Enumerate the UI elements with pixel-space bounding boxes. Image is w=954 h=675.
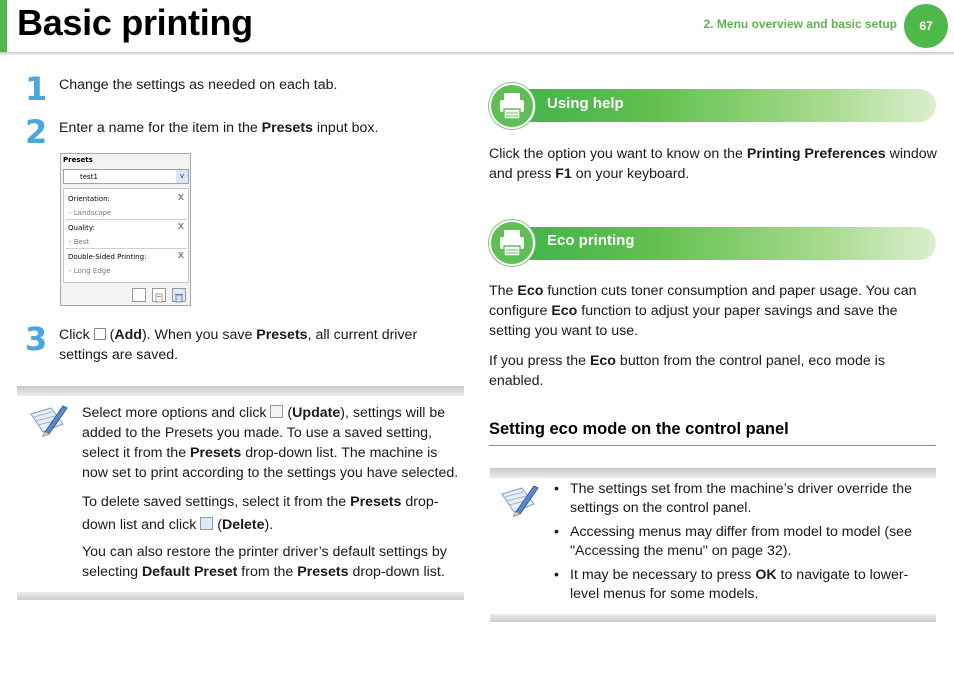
section-title: Eco printing xyxy=(547,232,635,249)
breadcrumb-link[interactable]: 2. Menu overview and basic setup xyxy=(703,17,897,31)
section-title: Using help xyxy=(547,95,624,112)
presets-label: Presets xyxy=(63,156,93,164)
list-item: Quality: X - Best xyxy=(66,221,187,249)
step-number: 3 xyxy=(25,320,48,358)
note-bottom-border xyxy=(490,614,936,622)
page-title: Basic printing xyxy=(17,2,253,43)
list-item: • It may be necessary to press OK to navigate to lower-level menus for some models. xyxy=(490,566,936,604)
step-text: Click (Add). When you save Presets, all current driver settings are saved. xyxy=(59,327,418,363)
note-paragraph: To delete saved settings, select it from the Presets drop-down list and click (Delete). xyxy=(82,494,439,533)
update-icon xyxy=(270,405,283,418)
page-number-badge: 67 xyxy=(904,4,948,48)
step-number: 2 xyxy=(25,113,48,151)
step-number: 1 xyxy=(25,70,48,108)
printer-icon xyxy=(489,83,535,129)
step-text: Enter a name for the item in the Presets input box. xyxy=(59,120,379,136)
close-icon[interactable]: X xyxy=(177,222,184,231)
update-preset-button[interactable] xyxy=(152,288,166,302)
section-paragraph: The Eco function cuts toner consumption and paper usage. You can configure Eco function to adjust your paper savings and save the setting you want to use. xyxy=(489,283,917,339)
close-icon[interactable]: X xyxy=(177,251,184,260)
presets-combo[interactable] xyxy=(63,169,189,184)
list-item: Double-Sided Printing: X - Long Edge xyxy=(68,251,184,275)
chevron-down-icon[interactable]: v xyxy=(176,170,188,183)
section-paragraph: Click the option you want to know on the Printing Preferences window and press F1 on your keyboard. xyxy=(489,146,937,182)
note-paragraph: Select more options and click (Update), settings will be added to the Presets you made. To use a saved setting, select it from the Presets drop-down list. The machine is now set to print according to the settings you have selected. xyxy=(82,405,459,481)
note-paragraph: You can also restore the printer driver’s default settings by selecting Default Preset from the Presets drop-down list. xyxy=(82,544,447,580)
add-icon xyxy=(94,328,106,340)
note-bullet-list xyxy=(490,480,936,604)
note-top-border xyxy=(17,386,464,396)
add-preset-button[interactable] xyxy=(132,288,146,302)
delete-preset-button[interactable] xyxy=(172,288,186,302)
header-divider xyxy=(0,52,954,55)
delete-icon xyxy=(173,292,185,304)
list-item: Orientation: X - Landscape xyxy=(66,192,187,220)
close-icon[interactable]: X xyxy=(177,193,184,202)
list-item: • The settings set from the machine’s driver override the settings on the control panel. xyxy=(490,480,936,518)
step-text: Change the settings as needed on each tab. xyxy=(59,77,338,93)
presets-combo-value: test1 xyxy=(80,173,98,181)
note-top-border xyxy=(490,468,936,478)
heading-underline xyxy=(489,445,936,446)
update-icon xyxy=(153,292,165,304)
presets-dialog-screenshot xyxy=(60,153,191,306)
list-item: • Accessing menus may differ from model to model (see "Accessing the menu" on page 32). xyxy=(490,523,936,561)
note-icon xyxy=(27,402,69,445)
printer-icon xyxy=(489,220,535,266)
presets-settings-list xyxy=(63,188,189,283)
note-bottom-border xyxy=(17,592,464,600)
section-paragraph: If you press the Eco button from the control panel, eco mode is enabled. xyxy=(489,353,885,389)
header-accent-bar xyxy=(0,0,7,52)
delete-icon xyxy=(200,517,213,530)
subsection-heading: Setting eco mode on the control panel xyxy=(489,420,789,438)
